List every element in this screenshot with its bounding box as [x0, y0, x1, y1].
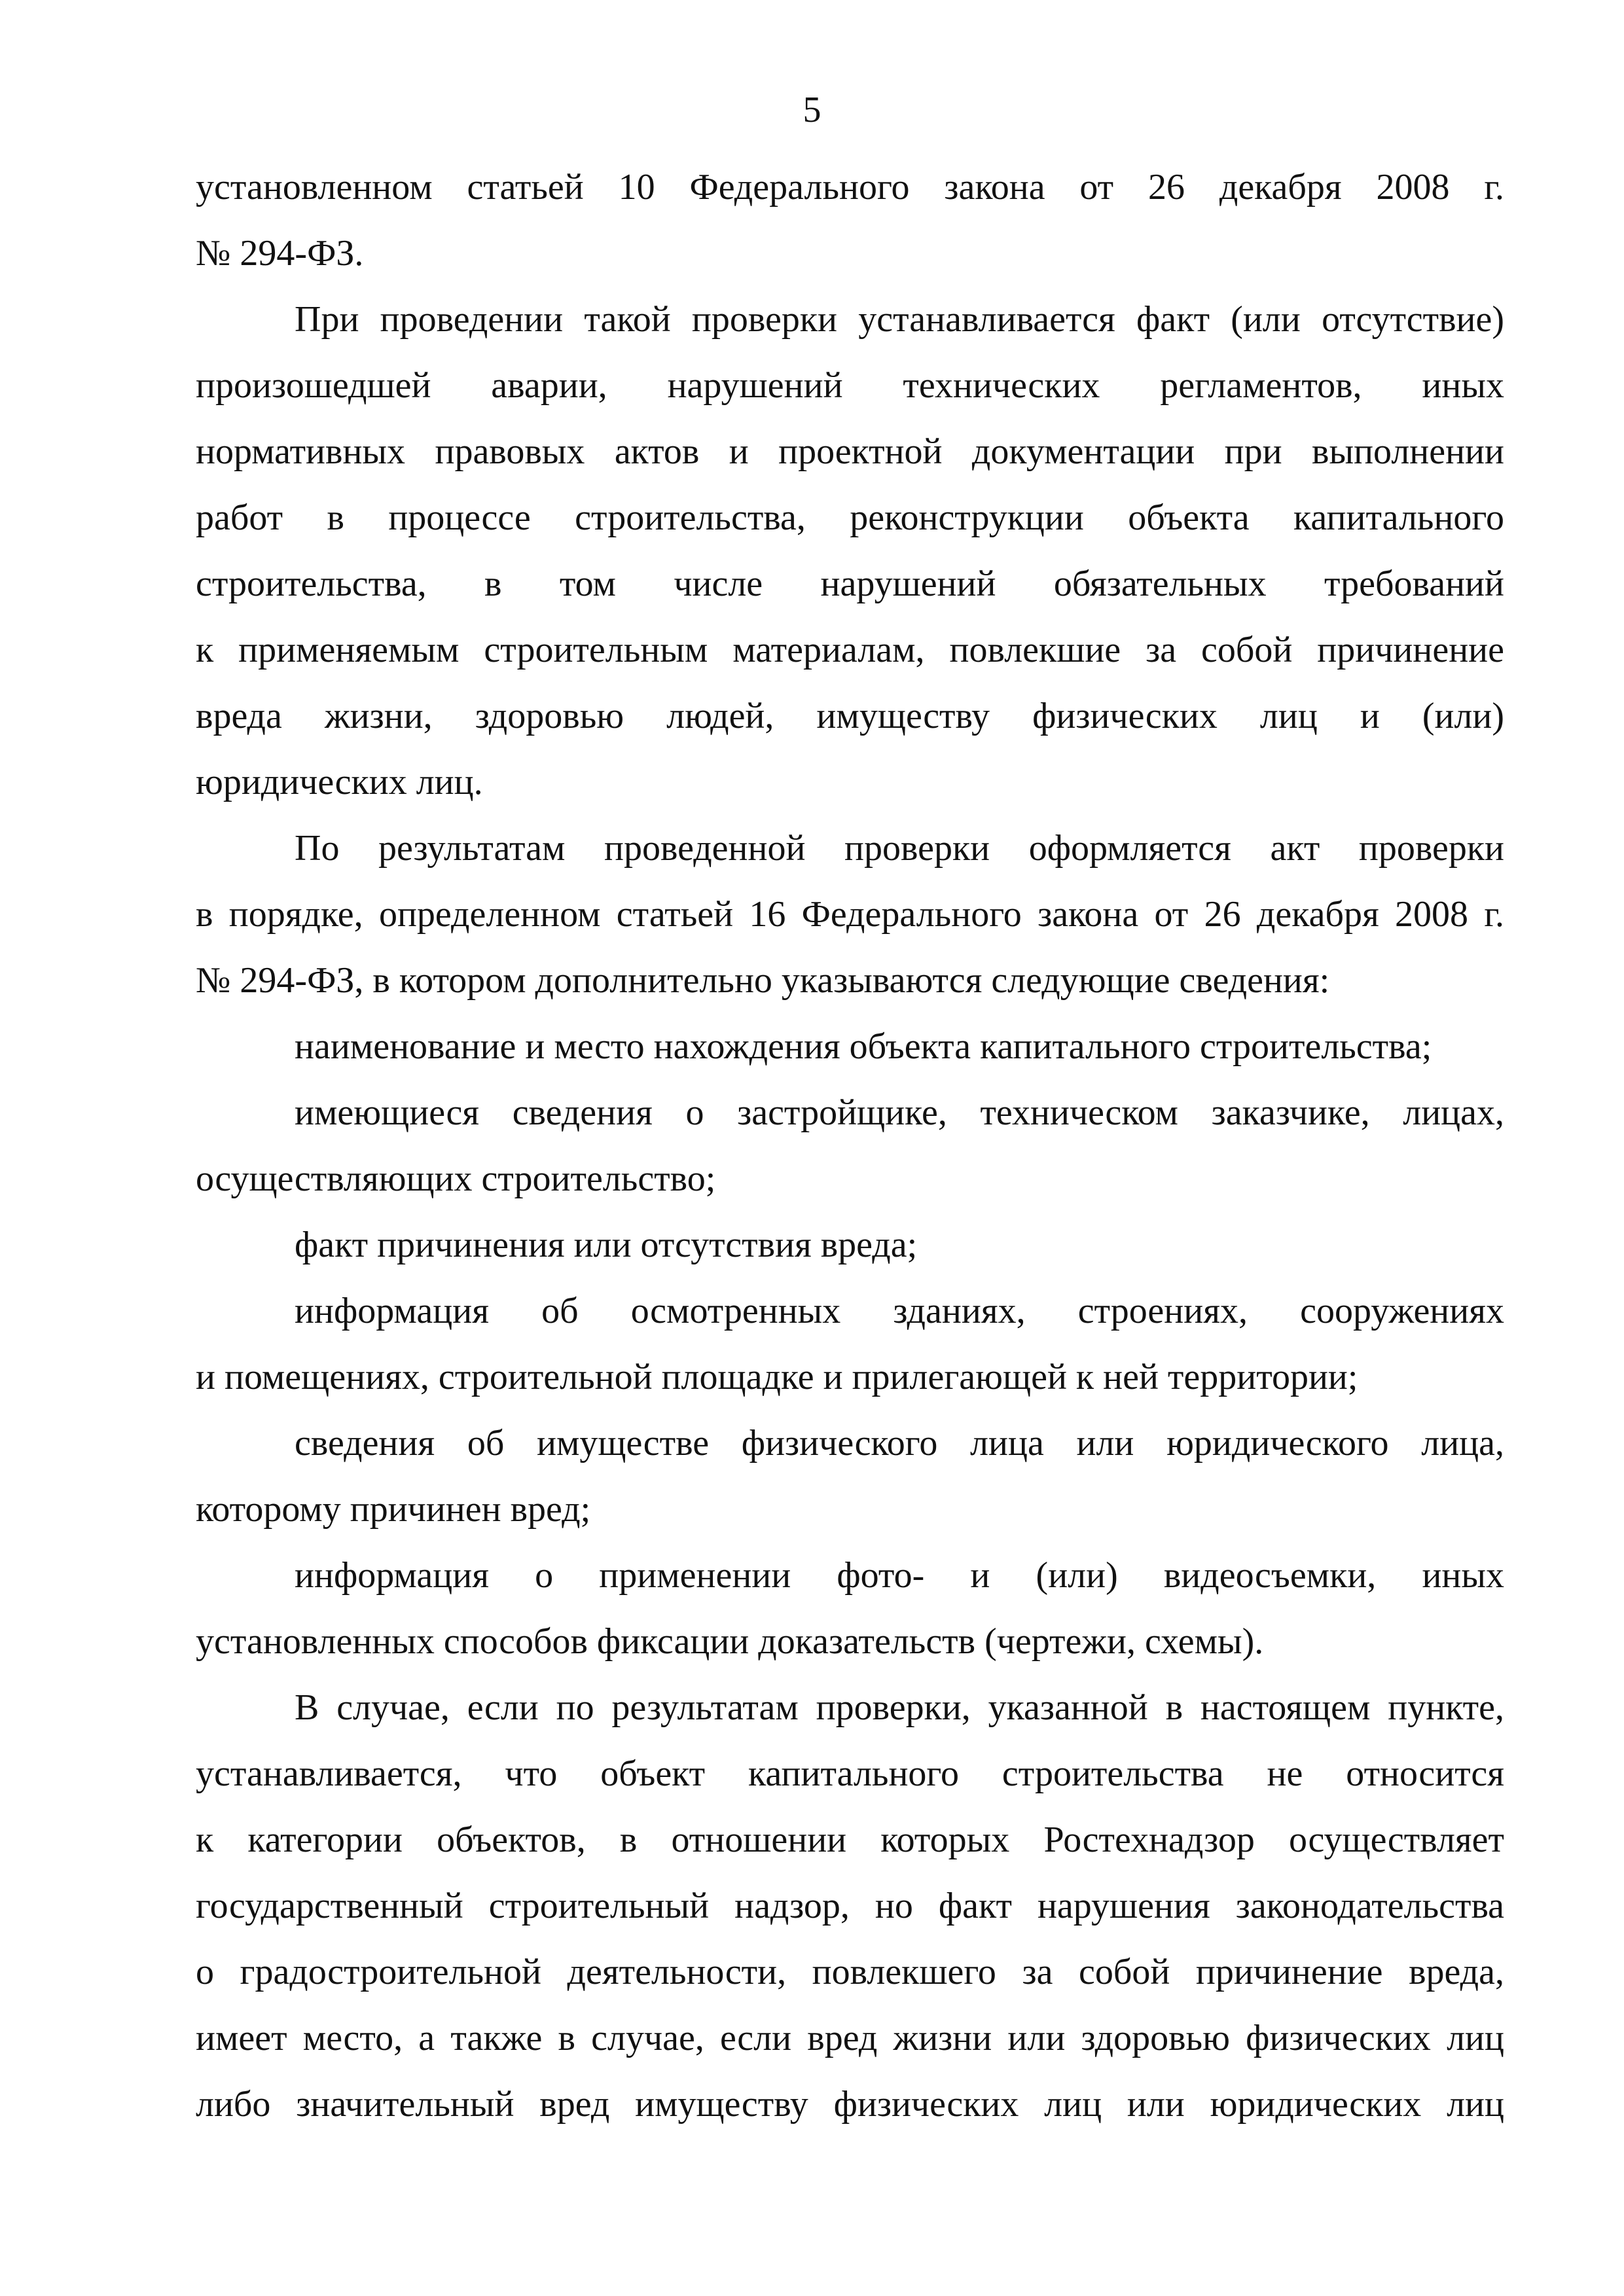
text-line: сведения об имуществе физического лица или юридического лица,: [295, 1423, 1504, 1463]
paragraph: [196, 1212, 1504, 1278]
text-line: юридических лиц.: [196, 762, 483, 802]
text-line: установленных способов фиксации доказательств (чертежи, схемы).: [196, 1621, 1264, 1662]
text-line: произошедшей аварии, нарушений технических регламентов, иных: [196, 365, 1504, 406]
text-line: и помещениях, строительной площадке и прилегающей к ней территории;: [196, 1357, 1358, 1397]
text-line: осуществляющих строительство;: [196, 1158, 716, 1199]
text-line: наименование и место нахождения объекта капитального строительства;: [295, 1026, 1432, 1067]
paragraph: [196, 154, 1504, 287]
text-line: к применяемым строительным материалам, повлекшие за собой причинение: [196, 630, 1504, 670]
text-line: в порядке, определенном статьей 16 Федерального закона от 26 декабря 2008 г.: [196, 894, 1504, 935]
text-line: имеет место, а также в случае, если вред жизни или здоровью физических лиц: [196, 2018, 1504, 2058]
text-line: работ в процессе строительства, реконструкции объекта капитального: [196, 497, 1504, 538]
text-line: № 294-ФЗ.: [196, 233, 364, 274]
text-line: государственный строительный надзор, но факт нарушения законодательства: [196, 1886, 1504, 1926]
paragraph: [196, 1410, 1504, 1543]
text-line: При проведении такой проверки устанавливается факт (или отсутствие): [295, 299, 1504, 340]
page-number: 5: [803, 90, 821, 130]
text-line: установленном статьей 10 Федерального закона от 26 декабря 2008 г.: [196, 167, 1504, 207]
text-line: информация об осмотренных зданиях, строениях, сооружениях: [295, 1291, 1504, 1331]
text-line: По результатам проведенной проверки оформляется акт проверки: [295, 828, 1504, 869]
text-line: устанавливается, что объект капитального строительства не относится: [196, 1753, 1504, 1794]
paragraph: [196, 816, 1504, 1014]
text-line: которому причинен вред;: [196, 1489, 591, 1530]
paragraph: [196, 1080, 1504, 1212]
paragraph: [196, 1278, 1504, 1410]
text-line: либо значительный вред имуществу физических лиц или юридических лиц: [196, 2084, 1504, 2125]
paragraph: [196, 1014, 1504, 1080]
text-line: имеющиеся сведения о застройщике, техническом заказчике, лицах,: [295, 1092, 1504, 1133]
text-line: вреда жизни, здоровью людей, имуществу физических лиц и (или): [196, 696, 1504, 736]
paragraph: [196, 1543, 1504, 1675]
document-body: [196, 154, 1504, 2138]
text-line: факт причинения или отсутствия вреда;: [295, 1225, 918, 1265]
paragraph: [196, 1675, 1504, 2138]
text-line: о градостроительной деятельности, повлекшего за собой причинение вреда,: [196, 1952, 1504, 1992]
text-line: нормативных правовых актов и проектной документации при выполнении: [196, 431, 1504, 472]
text-line: информация о применении фото- и (или) видеосъемки, иных: [295, 1555, 1504, 1596]
text-line: строительства, в том числе нарушений обязательных требований: [196, 564, 1504, 604]
paragraph: [196, 287, 1504, 816]
text-line: В случае, если по результатам проверки, указанной в настоящем пункте,: [295, 1687, 1504, 1728]
text-line: к категории объектов, в отношении которых Ростехнадзор осуществляет: [196, 1820, 1504, 1860]
text-line: № 294-ФЗ, в котором дополнительно указываются следующие сведения:: [196, 960, 1330, 1001]
